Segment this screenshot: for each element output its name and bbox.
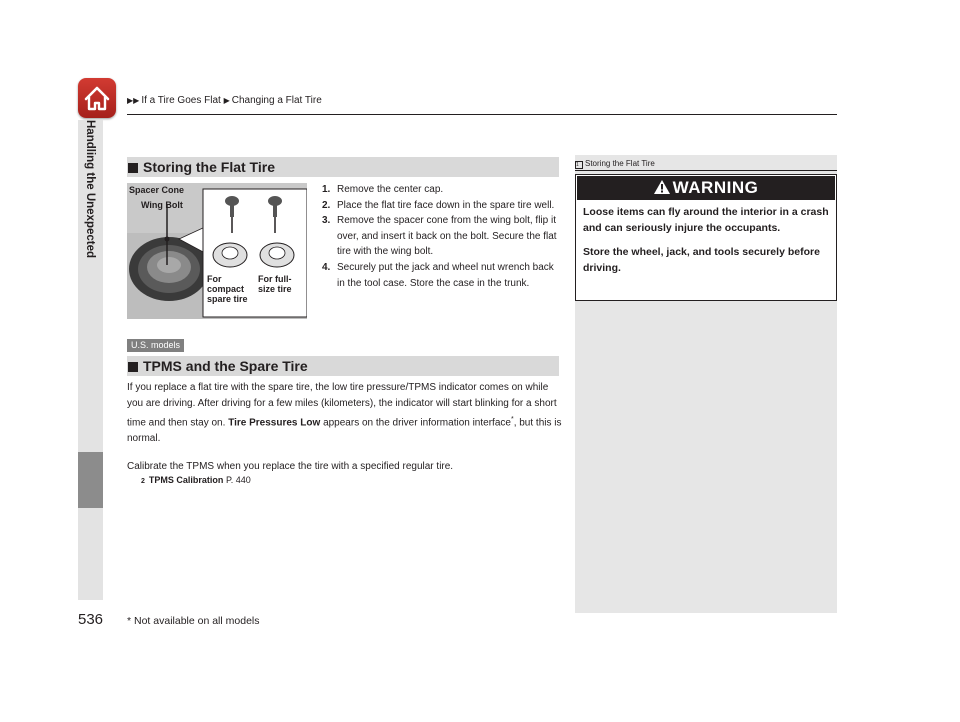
chapter-tab-marker <box>78 452 103 508</box>
procedure-steps <box>322 182 562 291</box>
sidebar-note-title: Storing the Flat Tire <box>585 159 655 168</box>
compact-spare-label <box>207 274 248 304</box>
model-badge: U.S. models <box>127 339 184 352</box>
step-item <box>322 260 562 291</box>
step-text: Remove the center cap. <box>337 184 444 195</box>
step-number: 1. <box>322 184 331 195</box>
paragraph-text: If you replace a flat tire with the spare tire, the low tire pressure/TPMS indicator comes on while you are driving. After driving for a few miles (kilometers), the indicator will start blinking for a short time and then stay on. <box>127 382 557 429</box>
step-text: Remove the spacer cone from the wing bolt, flip it over, and insert it back on the bolt. Secure the flat tire with the wing bolt. <box>337 215 557 258</box>
spare-tire-illustration <box>127 183 307 319</box>
full-size-label <box>258 274 292 294</box>
home-button[interactable] <box>78 78 116 118</box>
paragraph-text: , but this is normal. <box>127 417 562 445</box>
full-size-label-line: size tire <box>258 284 292 294</box>
breadcrumb-arrow-icon: ▶▶ <box>127 96 140 105</box>
warning-title: WARNING <box>672 178 759 197</box>
step-item <box>322 182 562 198</box>
section-heading-storing-flat-tire <box>127 157 559 177</box>
full-size-label-line: For full- <box>258 274 292 284</box>
step-text: Securely put the jack and wheel nut wrench back in the tool case. Store the case in the trunk. <box>337 261 554 289</box>
step-text: Place the flat tire face down in the spare tire well. <box>337 199 555 211</box>
xref-page[interactable]: P. 440 <box>225 475 251 485</box>
section-title: Storing the Flat Tire <box>143 159 275 175</box>
section-heading-tpms <box>127 356 559 376</box>
paragraph-text: appears on the driver information interface <box>323 417 511 429</box>
breadcrumb-current: Changing a Flat Tire <box>231 95 322 106</box>
step-number: 2. <box>322 199 331 211</box>
wing-bolt-label: Wing Bolt <box>141 200 183 210</box>
step-number: 4. <box>322 261 331 273</box>
footnote-marker[interactable]: * <box>510 416 514 423</box>
warning-paragraph: Store the wheel, jack, and tools securely before driving. <box>583 246 820 274</box>
indicator-message: Tire Pressures Low <box>228 417 321 429</box>
sidebar-note-heading <box>575 159 655 169</box>
home-icon <box>78 78 116 118</box>
warning-triangle-icon <box>654 180 670 194</box>
breadcrumb <box>127 95 322 106</box>
spacer-cone-label: Spacer Cone <box>129 185 185 195</box>
header-divider <box>127 114 837 115</box>
square-bullet-icon <box>128 362 138 372</box>
cross-reference-link[interactable] <box>141 475 251 485</box>
step-item <box>322 198 562 214</box>
note-marker-icon: 1 <box>575 161 583 169</box>
step-number: 3. <box>322 215 331 227</box>
step-item <box>322 213 562 260</box>
compact-label-line: spare tire <box>207 294 248 304</box>
warning-paragraph: Loose items can fly around the interior in a crash and can seriously injure the occupants. <box>583 206 829 234</box>
compact-label-line: For <box>207 274 222 284</box>
chapter-label[interactable]: Handling the Unexpected <box>84 120 96 259</box>
xref-arrow-icon: 2 <box>141 478 145 485</box>
square-bullet-icon <box>128 163 138 173</box>
breadcrumb-link-flat-tire[interactable]: If a Tire Goes Flat <box>141 95 221 106</box>
warning-text <box>583 204 831 284</box>
tpms-paragraph <box>127 380 567 447</box>
calibrate-paragraph: Calibrate the TPMS when you replace the tire with a specified regular tire. <box>127 461 454 472</box>
footnote: * Not available on all models <box>127 615 260 627</box>
compact-label-line: compact <box>207 284 245 294</box>
page-number: 536 <box>78 611 104 628</box>
sidebar-divider <box>575 170 837 171</box>
section-title: TPMS and the Spare Tire <box>143 358 308 374</box>
warning-header <box>577 176 835 200</box>
breadcrumb-arrow-icon: ▶ <box>223 96 230 105</box>
xref-title[interactable]: TPMS Calibration <box>148 475 224 485</box>
